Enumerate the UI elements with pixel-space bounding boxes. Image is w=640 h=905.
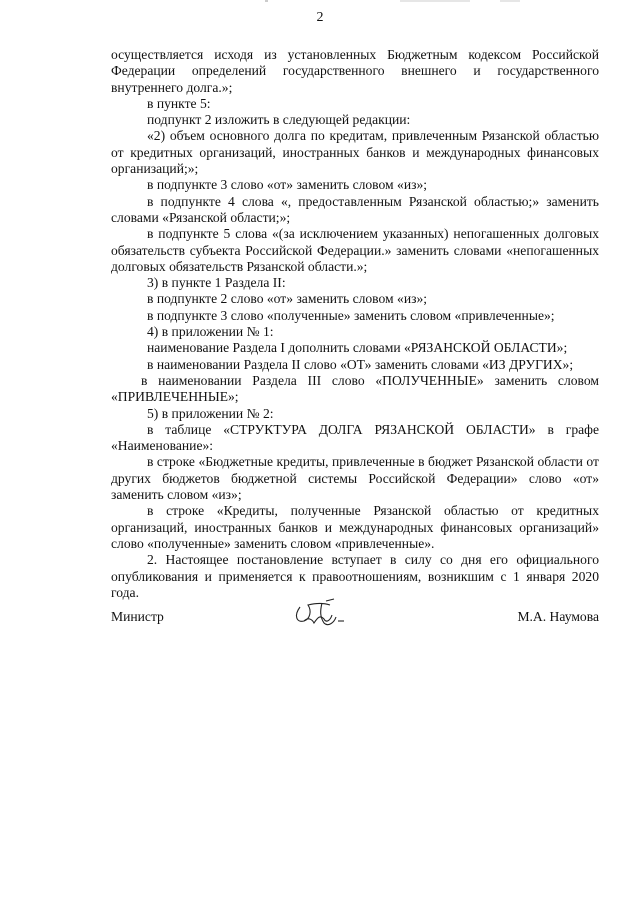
paragraph: в строке «Бюджетные кредиты, привлеченные в бюджет Рязанской области от других бюджетов бюджетной системы Российской Федерации» слово «от» заменить словом «из»; [111,454,599,503]
paragraph: 4) в приложении № 1: [147,324,274,340]
paragraph: в подпункте 5 слова «(за исключением указанных) непогашенных долговых обязательств субъекта Российской Федерации.» заменить словами «непогашенных долговых обязательств Рязанской области.»; [111,226,599,274]
paragraph: наименование Раздела I дополнить словами «РЯЗАНСКОЙ ОБЛАСТИ»; [147,340,568,356]
paragraph: в наименовании Раздела II слово «ОТ» заменить словами «ИЗ ДРУГИХ»; [147,356,574,372]
paragraph: подпункт 2 изложить в следующей редакции: [147,112,411,128]
paragraph: в пункте 5: [147,95,211,111]
paragraph: в таблице «СТРУКТУРА ДОЛГА РЯЗАНСКОЙ ОБЛАСТИ» в графе «Наименование»: [111,421,599,454]
handwritten-signature [286,597,366,631]
paragraph: в строке «Кредиты, полученные Рязанской областью от кредитных организаций, иностранных банков и международных финансовых организаций» слово «полученные» заменить словом «привлеченные». [111,503,599,551]
paragraph: 2. Настоящее постановление вступает в силу со дня его официального опубликования и применяется к правоотношениям, возникшим с 1 января 2020 года. [111,552,599,600]
paragraph: в подпункте 3 слово «от» заменить словом «из»; [147,177,428,193]
paragraph: в наименовании Раздела III слово «ПОЛУЧЕННЫЕ» заменить словом «ПРИВЛЕЧЕННЫЕ»; [111,372,599,405]
paragraph: в подпункте 2 слово «от» заменить словом «из»; [147,291,428,307]
paragraph: в подпункте 4 слова «, предоставленным Рязанской областью;» заменить словами «Рязанской области;»; [111,193,599,225]
paragraph: 5) в приложении № 2: [147,405,274,421]
scan-edge-marks [0,0,640,4]
paragraph: в подпункте 3 слово «полученные» заменить словом «привлеченные»; [147,307,555,323]
signer-position: Министр [111,609,164,624]
paragraph: «2) объем основного долга по кредитам, привлеченным Рязанской областью от кредитных организаций, иностранных банков и международных финансовых организаций;»; [111,128,599,177]
signature-block [111,605,599,635]
page-number: 2 [316,10,324,25]
paragraph: осуществляется исходя из установленных Бюджетным кодексом Российской Федерации определений государственного внешнего и государственного внутреннего долга.»; [111,47,599,95]
signer-name: М.А. Наумова [517,609,599,624]
document-body [111,47,599,601]
paragraph: 3) в пункте 1 Раздела II: [147,275,286,291]
